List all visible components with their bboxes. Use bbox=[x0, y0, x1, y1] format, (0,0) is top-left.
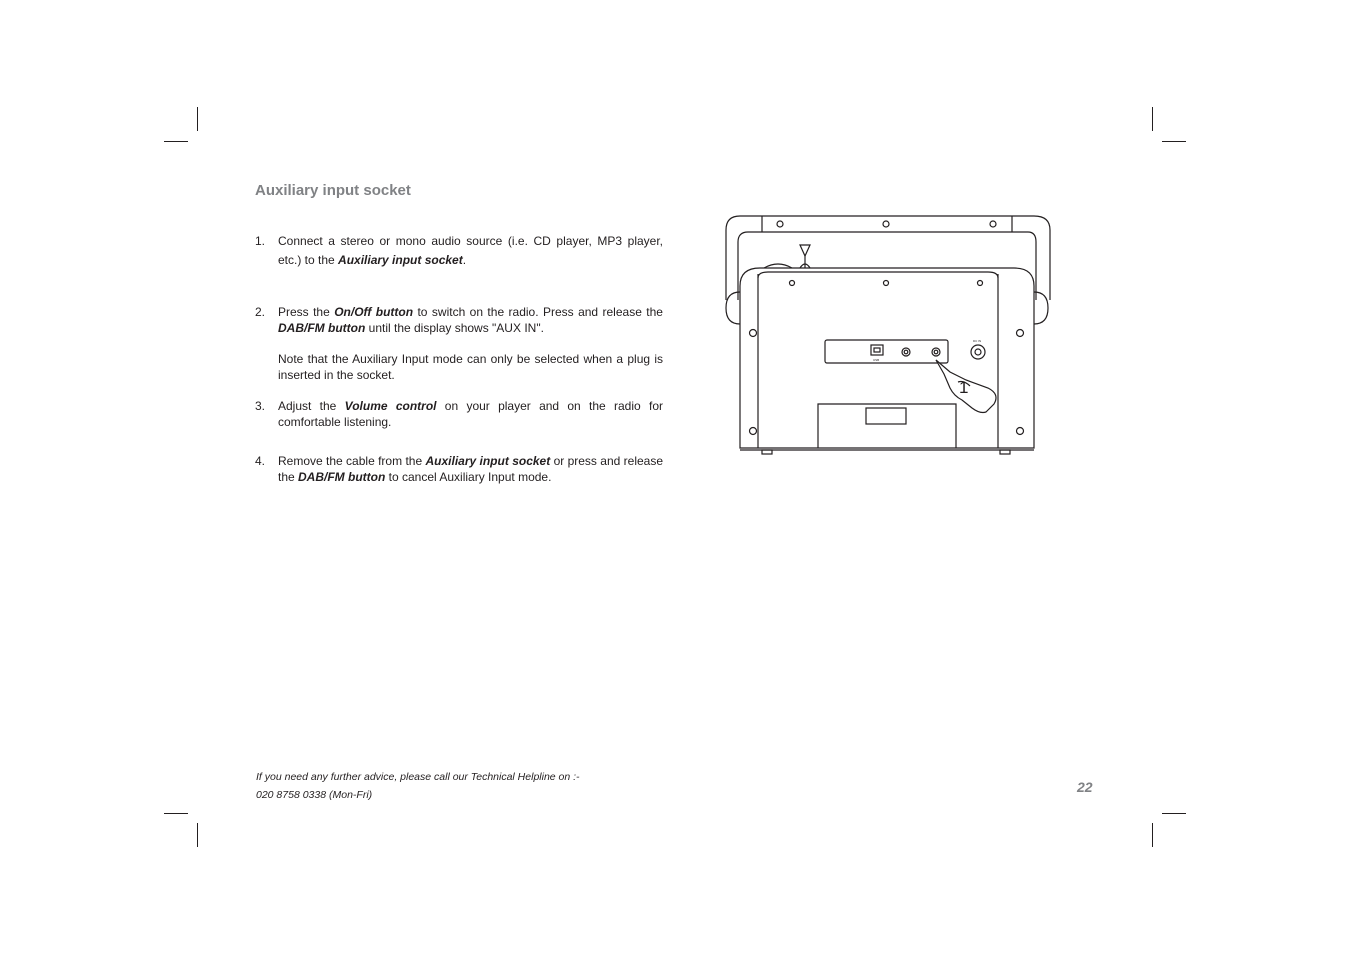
crop-mark bbox=[1162, 141, 1186, 142]
crop-mark bbox=[197, 823, 198, 847]
instruction-list bbox=[255, 232, 663, 485]
figure-callout: 1 bbox=[959, 378, 969, 397]
emphasis: DAB/FM button bbox=[278, 320, 366, 335]
svg-text:DC IN: DC IN bbox=[973, 339, 982, 343]
step-text: Remove the cable from the Auxiliary input socket or press and release the DAB/FM button to cancel Auxiliary Input mode. bbox=[278, 454, 664, 484]
step-number: 3. bbox=[255, 399, 266, 413]
helpline-text: If you need any further advice, please call our Technical Helpline on :- bbox=[256, 771, 580, 783]
emphasis: DAB/FM button bbox=[298, 469, 386, 484]
list-item bbox=[255, 232, 663, 270]
page-number: 22 bbox=[1077, 779, 1093, 795]
emphasis: Auxiliary input socket bbox=[338, 253, 463, 267]
radio-rear-illustration bbox=[718, 212, 1056, 457]
step-text: Press the On/Off button to switch on the radio. Press and release the DAB/FM button until the display shows "AUX IN". bbox=[278, 305, 663, 335]
crop-mark bbox=[197, 107, 198, 131]
list-item bbox=[255, 399, 663, 430]
crop-mark bbox=[164, 141, 188, 142]
emphasis: Auxiliary input socket bbox=[425, 454, 551, 468]
step-number: 1. bbox=[255, 234, 266, 248]
footer bbox=[256, 768, 580, 804]
helpline-number: 020 8758 0338 (Mon-Fri) bbox=[256, 789, 373, 801]
crop-mark bbox=[1152, 823, 1153, 847]
crop-mark bbox=[164, 813, 188, 814]
step-text: Adjust the Volume control on your player and on the radio for comfortable listening. bbox=[278, 399, 663, 429]
list-item bbox=[255, 454, 663, 485]
emphasis: Volume control bbox=[344, 399, 437, 413]
emphasis: On/Off button bbox=[334, 305, 414, 319]
step-note: Note that the Auxiliary Input mode can only be selected when a plug is inserted in the socket. bbox=[278, 352, 663, 382]
section-title: Auxiliary input socket bbox=[255, 182, 411, 199]
svg-text:USB: USB bbox=[873, 358, 880, 362]
crop-mark bbox=[1162, 813, 1186, 814]
step-text: Connect a stereo or mono audio source (i.e. CD player, MP3 player, etc.) to the Auxiliary input socket. bbox=[278, 234, 663, 267]
list-item bbox=[255, 305, 663, 383]
step-number: 2. bbox=[255, 305, 266, 319]
crop-mark bbox=[1152, 107, 1153, 131]
radio-diagram bbox=[718, 212, 1056, 457]
step-number: 4. bbox=[255, 454, 266, 468]
